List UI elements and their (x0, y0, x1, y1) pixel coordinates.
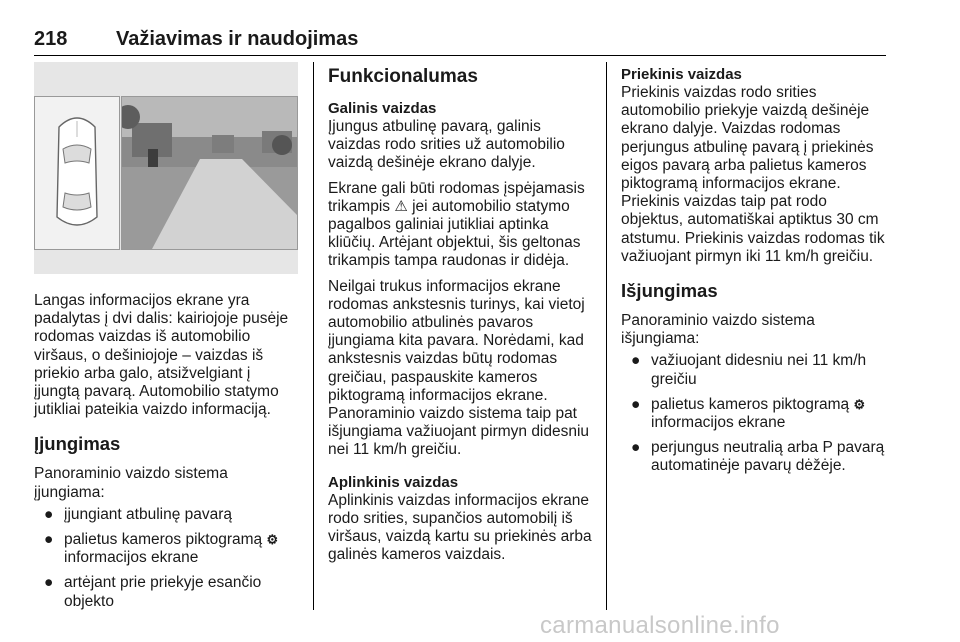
page-title: Važiavimas ir naudojimas (116, 28, 359, 50)
camera-display-figure (34, 62, 298, 274)
column-divider-1 (313, 62, 314, 610)
column-2 (328, 66, 593, 571)
list-item: ● artėjant prie priekyje esančio objekto (44, 574, 262, 610)
rear-view-paragraph-3: Neilgai trukus informacijos ekrane rodomas ankstesnis turinys, kai vietoj automobilio atbulinės pavaros įjungiama kita pavara. Norėdami, kad ankstesnis vaizdas būtų rodomas greičiau, paspauskite kameros piktogramą informacijos ekrane. Panoraminio vaizdo sistema taip pat išjungiama važiuojant pirmyn didesniu nei 11 km/h greičiu. (328, 277, 590, 459)
column-1 (34, 292, 299, 618)
watermark-text: carmanualsonline.info (540, 612, 780, 639)
page-number: 218 (34, 28, 68, 50)
column-divider-2 (606, 62, 607, 610)
rear-view-paragraph-1: Įjungus atbulinę pavarą, galinis vaizdas rodo srities už automobilio vaizdą dešinėje ekrano dalyje. (328, 118, 565, 172)
car-top-view-icon (35, 97, 119, 249)
column-3 (621, 66, 889, 483)
rear-view-paragraph-2: Ekrane gali būti rodomas įspėjamasis trikampis ⚠ jei automobilio statymo pagalbos galiniai jutikliai aptinka kliūčių. Artėjant objektui, šis geltonas trikampis tampa raudonas ir didėja. (328, 179, 585, 270)
activation-heading: Įjungimas (34, 433, 121, 455)
bullet-icon: ● (631, 439, 641, 457)
bullet-icon: ● (44, 531, 54, 549)
top-view-panel (34, 96, 120, 250)
list-item: ● įjungiant atbulinę pavarą (44, 505, 233, 523)
bullet-icon: ● (44, 505, 54, 523)
list-item: ● perjungus neutralią arba P pavarą automatinėje pavarų dėžėje. (631, 439, 885, 475)
list-item: ● palietus kameros piktogramą ⚙ informacijos ekrane (631, 395, 866, 432)
list-item: ● palietus kameros piktogramą ⚙ informacijos ekrane (44, 531, 279, 567)
deactivation-list (621, 352, 889, 475)
warning-triangle-icon: ⚠ (394, 197, 408, 215)
rear-view-title: Galinis vaizdas (328, 100, 437, 117)
functionality-heading: Funkcionalumas (328, 66, 478, 87)
rear-camera-panel (121, 96, 298, 250)
page-header (34, 28, 886, 56)
surround-view-title: Aplinkinis vaizdas (328, 473, 459, 491)
bullet-icon: ● (631, 395, 641, 413)
activation-lead: Panoraminio vaizdo sistema įjungiama: (34, 465, 228, 501)
deactivation-lead: Panoraminio vaizdo sistema išjungiama: (621, 312, 815, 348)
list-item: ● važiuojant didesniu nei 11 km/h greičiu (631, 352, 867, 388)
camera-icon: ⚙ (853, 396, 866, 412)
front-view-paragraph: Priekinis vaizdas rodo srities automobilio priekyje vaizdą dešinėje ekrano dalyje. Vaizdas rodomas perjungus atbulinę pavarą į priekinės eigos pavarą arba palietus kameros piktogramą informacijos ekrane. Priekinis vaizdas taip pat rodo objektus, automatiškai aptiktus 30 cm atstumu. Priekinis vaizdas rodomas tik važiuojant pirmyn iki 11 km/h greičiu. (621, 84, 885, 265)
camera-icon: ⚙ (266, 532, 279, 548)
deactivation-heading: Išjungimas (621, 280, 718, 302)
front-view-title: Priekinis vaizdas (621, 66, 742, 83)
surround-view-paragraph: Aplinkinis vaizdas informacijos ekrane rodo srities, supančios automobilį iš viršaus, vaizdą kartu su priekinės arba galinės kameros vaizdais. (328, 491, 592, 564)
activation-list (34, 506, 299, 611)
bullet-icon: ● (631, 352, 641, 370)
bullet-icon: ● (44, 574, 54, 592)
rear-camera-image (122, 97, 297, 249)
intro-paragraph: Langas informacijos ekrane yra padalytas į dvi dalis: kairiojoje pusėje rodomas vaizdas iš automobilio viršaus, o dešiniojoje – vaizdas iš priekio arba galo, atsižvelgiant į įjungtą pavarą. Automobilio statymo jutikliai pateikia vaizdo informaciją. (34, 292, 289, 419)
